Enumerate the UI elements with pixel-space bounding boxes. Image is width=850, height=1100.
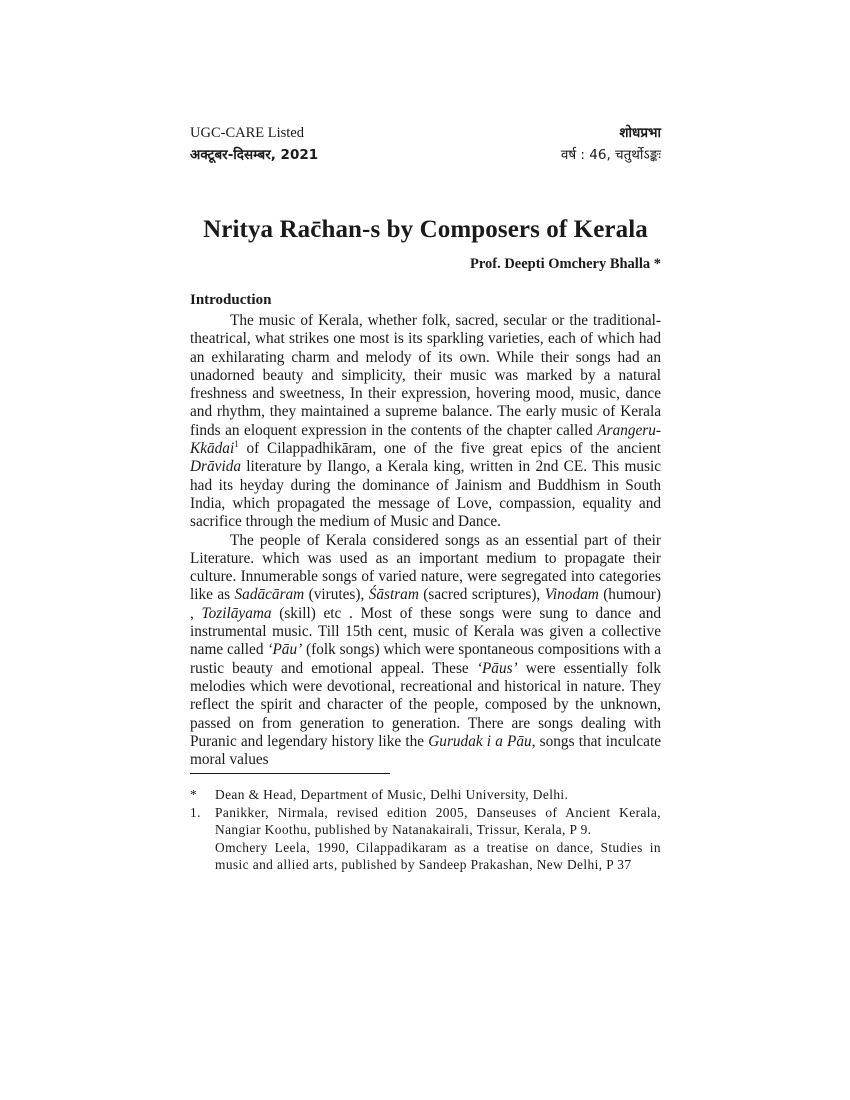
volume-issue: वर्ष : 46, चतुर्थोऽङ्कः <box>560 147 661 163</box>
paragraph-1: The music of Kerala, whether folk, sacred, secular or the traditional-theatrical, what strikes one most is its sparkling varieties, each of which had an exhilarating charm and melody of its own. While their songs had an unadorned beauty and simplicity, their music was marked by a natural freshness and sweetness, In their expression, hovering mood, music, dance and rhythm, they maintained a supreme balance. The early music of Kerala finds an eloquent expression in the contents of the chapter called Arangeru-Kkādai$^1$ of Cilappadhikāram, one of the five great epics of the ancient Drāvida literature by Ilango, a Kerala king, written in 2nd CE. This music had its heyday during the dominance of Jainism and Buddhism in South India, which propagated the message of Love, compassion, equality and sacrifice through the medium of Music and Dance. <box>190 312 661 531</box>
footnote-text: Panikker, Nirmala, revised edition 2005, Danseuses of Ancient Kerala, Nangiar Koothu, published by Natanakairali, Trissur, Kerala, P 9. <box>215 804 661 838</box>
footnote-ref-1: 1 <box>234 438 239 449</box>
footnote-text: Omchery Leela, 1990, Cilappadikaram as a treatise on dance, Studies in music and allied arts, published by Sandeep Prakashan, New Delhi, P 37 <box>215 839 661 873</box>
paper-page <box>190 122 661 874</box>
paper-title: Nritya Rac̄han-s by Composers of Kerala <box>203 216 648 243</box>
footnote-marker: 1. <box>190 804 201 820</box>
journal-name: शोधप्रभा <box>619 125 661 141</box>
footnote-1-continued <box>190 839 661 874</box>
ugc-care-label: UGC-CARE Listed <box>190 125 304 141</box>
paragraph-2: The people of Kerala considered songs as an essential part of their Literature. which was used as an important medium to propagate their culture. Innumerable songs of varied nature, were segregated into categories like as Sadācāram (virutes), Śāstram (sacred scriptures), Vinodam (humour) , Tozilāyama (skill) etc . Most of these songs were sung to dance and instrumental music. Till 15th cent, music of Kerala was given a collective name called ‘Pāu’ (folk songs) which were spontaneous compositions with a rustic beauty and emotional appeal. These ‘Pāus’ were essentially folk melodies which were devotional, recreational and historical in nature. They reflect the spirit and character of the people, composed by the unknown, passed on from generation to generation. There are songs dealing with Puranic and legendary history like the Gurudak i a Pāu, songs that inculcate moral values <box>190 531 662 769</box>
footnote-star <box>190 786 661 804</box>
running-header-bottom <box>190 144 661 166</box>
footnote-text: Dean & Head, Department of Music, Delhi University, Delhi. <box>215 787 569 803</box>
footnote-1 <box>190 804 661 839</box>
section-heading: Introduction <box>190 292 272 308</box>
footnotes <box>190 786 661 874</box>
issue-date: अक्टूबर-दिसम्बर, 2021 <box>190 147 319 163</box>
body-text <box>190 312 661 769</box>
author-line: Prof. Deepti Omchery Bhalla * <box>469 256 661 272</box>
footnote-marker: * <box>190 787 198 803</box>
footnote-divider <box>190 773 390 774</box>
running-header-top <box>190 122 661 144</box>
